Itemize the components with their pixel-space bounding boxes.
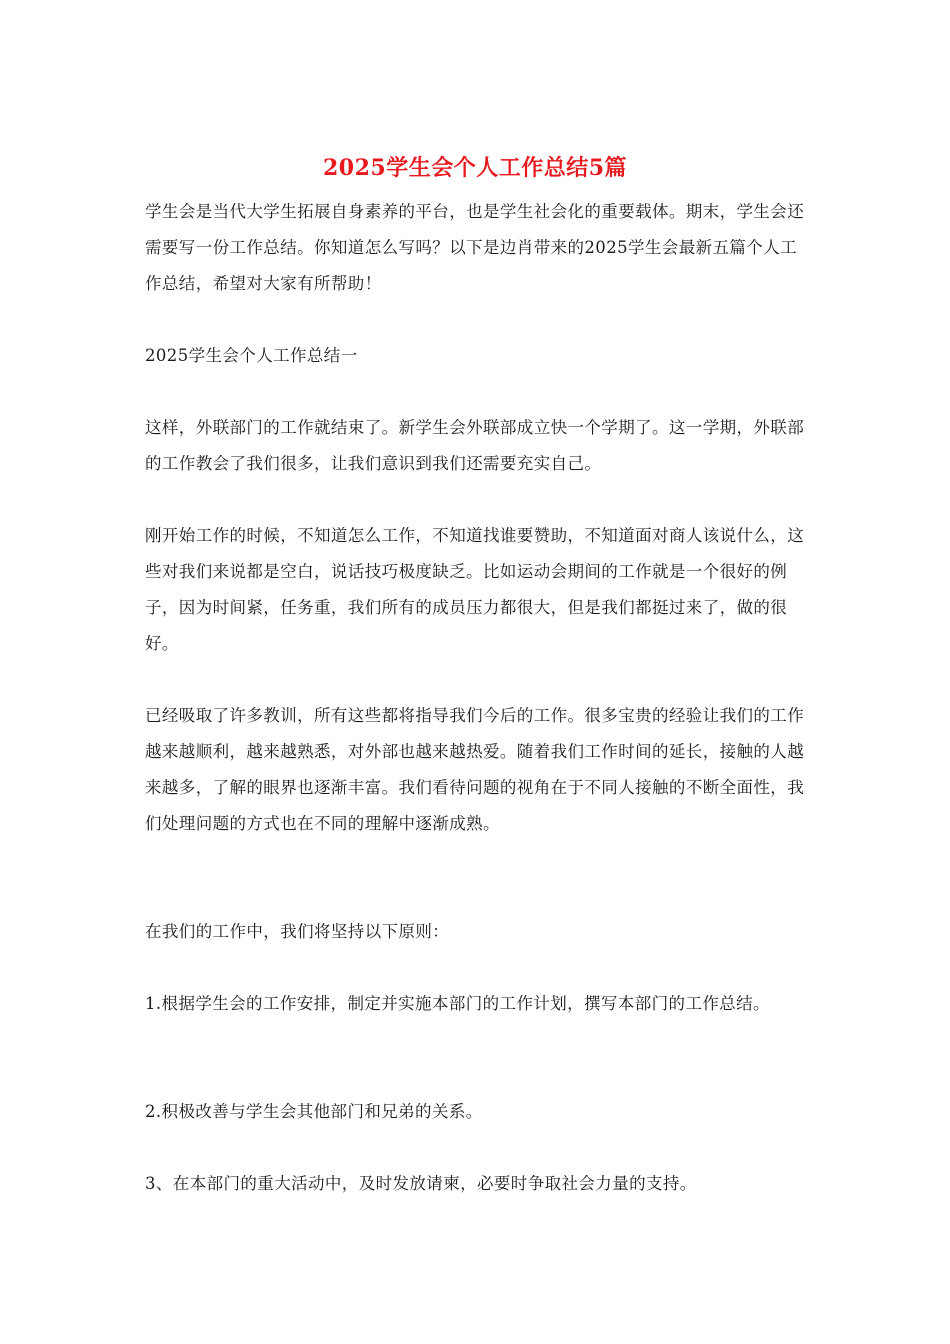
paragraph-3: 已经吸取了许多教训，所有这些都将指导我们今后的工作。很多宝贵的经验让我们的工作越来越顺利，越来越熟悉，对外部也越来越热爱。随着我们工作时间的延长，接触的人越来越多，了解的眼界也逐渐丰富。我们看待问题的视角在于不同人接触的不断全面性，我们处理问题的方式也在不同的理解中逐渐成熟。 xyxy=(145,706,805,833)
paragraph-1: 这样，外联部门的工作就结束了。新学生会外联部成立快一个学期了。这一学期，外联部的工作教会了我们很多，让我们意识到我们还需要充实自己。 xyxy=(145,418,805,473)
intro-paragraph: 学生会是当代大学生拓展自身素养的平台，也是学生社会化的重要载体。期末，学生会还需要写一份工作总结。你知道怎么写吗？以下是边肖带来的2025学生会最新五篇个人工作总结，希望对大家有所帮助！ xyxy=(145,202,805,293)
section-heading: 2025学生会个人工作总结一 xyxy=(145,346,358,365)
paragraph-2: 刚开始工作的时候，不知道怎么工作，不知道找谁要赞助，不知道面对商人该说什么，这些对我们来说都是空白，说话技巧极度缺乏。比如运动会期间的工作就是一个很好的例子，因为时间紧，任务重，我们所有的成员压力都很大，但是我们都挺过来了，做的很好。 xyxy=(145,526,805,653)
paragraph-4: 在我们的工作中，我们将坚持以下原则： xyxy=(145,922,450,941)
document-title: 2025学生会个人工作总结5篇 xyxy=(322,155,628,181)
list-item-1: 1.根据学生会的工作安排，制定并实施本部门的工作计划，撰写本部门的工作总结。 xyxy=(145,994,770,1013)
list-item-3: 3、在本部门的重大活动中，及时发放请柬，必要时争取社会力量的支持。 xyxy=(145,1174,697,1193)
list-item-2: 2.积极改善与学生会其他部门和兄弟的关系。 xyxy=(145,1102,483,1121)
